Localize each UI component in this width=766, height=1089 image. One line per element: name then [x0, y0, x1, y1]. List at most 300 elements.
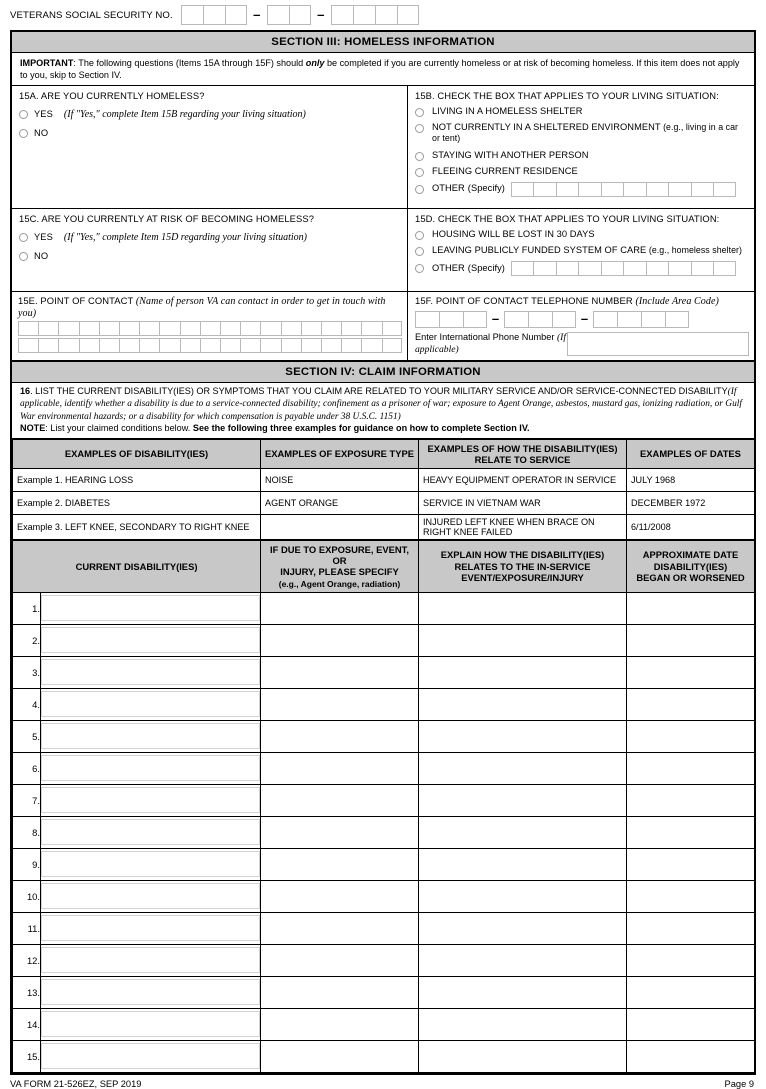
other-specify-char-box[interactable] — [533, 182, 556, 197]
claim-input-exposure-cell[interactable] — [261, 816, 419, 848]
claim-input-disability[interactable] — [41, 1011, 260, 1037]
poc-char-box[interactable] — [18, 338, 38, 353]
poc-char-box[interactable] — [139, 321, 159, 336]
claim-input-exposure-cell[interactable] — [261, 752, 419, 784]
ssn-char-box[interactable] — [331, 5, 353, 25]
poc-char-box[interactable] — [220, 338, 240, 353]
claim-input-explanation[interactable] — [419, 1009, 626, 1039]
claim-input-date-cell[interactable] — [627, 848, 755, 880]
claim-input-explanation[interactable] — [419, 881, 626, 911]
claim-header-date-l1: APPROXIMATE DATE — [642, 549, 739, 561]
ssn-char-box[interactable] — [353, 5, 375, 25]
important-note — [12, 53, 754, 86]
claim-input-exposure-cell[interactable] — [261, 848, 419, 880]
option-15b-2-label: STAYING WITH ANOTHER PERSON — [432, 149, 589, 160]
claim-table-row — [13, 1040, 755, 1072]
poc-char-box[interactable] — [139, 338, 159, 353]
radio-15a-yes[interactable] — [19, 109, 401, 120]
claim-input-date-cell[interactable] — [627, 784, 755, 816]
ssn-char-box[interactable] — [225, 5, 247, 25]
claim-input-disability-cell[interactable] — [41, 720, 261, 752]
other-specify-char-box[interactable] — [601, 261, 624, 276]
claim-input-date-cell[interactable] — [627, 656, 755, 688]
examples-header-dates: EXAMPLES OF DATES — [627, 439, 755, 468]
phone-char-box[interactable] — [617, 311, 641, 328]
option-15d-other[interactable] — [415, 261, 748, 276]
poc-char-box[interactable] — [58, 321, 78, 336]
poc-char-box[interactable] — [361, 321, 381, 336]
claim-row-number: 4. — [13, 688, 41, 720]
phone-char-box[interactable] — [439, 311, 463, 328]
claim-input-explanation-cell[interactable] — [419, 784, 627, 816]
claim-input-explanation-cell[interactable] — [419, 976, 627, 1008]
claim-input-explanation-cell[interactable] — [419, 880, 627, 912]
claim-input-exposure[interactable] — [261, 625, 418, 655]
claim-input-date[interactable] — [627, 849, 754, 879]
radio-circle-icon[interactable] — [415, 124, 424, 133]
ssn-char-box[interactable] — [203, 5, 225, 25]
radio-circle-icon[interactable] — [19, 110, 28, 119]
other-15b-input-boxes[interactable] — [511, 182, 736, 197]
phone-char-box[interactable] — [641, 311, 665, 328]
radio-circle-icon[interactable] — [19, 129, 28, 138]
claim-input-date[interactable] — [627, 1041, 754, 1071]
label-15f-main: 15F. POINT OF CONTACT TELEPHONE NUMBER — [415, 295, 636, 307]
claim-input-disability[interactable] — [41, 851, 260, 877]
claim-input-exposure[interactable] — [261, 689, 418, 719]
claim-input-disability-cell[interactable] — [41, 592, 261, 624]
other-specify-char-box[interactable] — [511, 182, 534, 197]
phone-input-row — [415, 309, 749, 329]
claim-input-exposure[interactable] — [261, 977, 418, 1007]
radio-circle-icon[interactable] — [19, 233, 28, 242]
claim-header-exposure-l2: INJURY, PLEASE SPECIFY — [280, 566, 399, 578]
ssn-char-box[interactable] — [181, 5, 203, 25]
claim-input-disability-cell[interactable] — [41, 688, 261, 720]
claim-row-number: 12. — [13, 944, 41, 976]
claim-input-explanation[interactable] — [419, 785, 626, 815]
claim-header-exposure — [261, 540, 419, 592]
claim-input-exposure-cell[interactable] — [261, 624, 419, 656]
claim-input-date[interactable] — [627, 945, 754, 975]
block-15b — [408, 86, 754, 208]
poc-char-box[interactable] — [119, 321, 139, 336]
claim-input-explanation-cell[interactable] — [419, 656, 627, 688]
ssn-group-2[interactable] — [267, 5, 311, 25]
claim-input-exposure[interactable] — [261, 785, 418, 815]
claim-input-explanation[interactable] — [419, 721, 626, 751]
claim-input-date-cell[interactable] — [627, 752, 755, 784]
claim-input-exposure[interactable] — [261, 1009, 418, 1039]
claim-row-number: 1. — [13, 592, 41, 624]
radio-circle-icon[interactable] — [415, 185, 424, 194]
claim-header-explain-l1: EXPLAIN HOW THE DISABILITY(IES) — [440, 549, 605, 561]
radio-15c-yes-label: YES — [34, 232, 53, 243]
claim-input-date[interactable] — [627, 785, 754, 815]
claim-input-explanation-cell[interactable] — [419, 1040, 627, 1072]
claim-input-exposure[interactable] — [261, 817, 418, 847]
claim-input-date-cell[interactable] — [627, 1040, 755, 1072]
ssn-group-3[interactable] — [331, 5, 419, 25]
other-specify-char-box[interactable] — [556, 182, 579, 197]
poc-char-box[interactable] — [79, 338, 99, 353]
claim-input-exposure[interactable] — [261, 945, 418, 975]
claim-input-date[interactable] — [627, 721, 754, 751]
poc-char-box[interactable] — [382, 338, 402, 353]
poc-name-row-1[interactable] — [18, 321, 402, 336]
examples-cell-exposure — [261, 514, 419, 539]
option-15b-other-label: OTHER — [432, 183, 465, 194]
ssn-label: VETERANS SOCIAL SECURITY NO. — [10, 9, 173, 21]
important-label: IMPORTANT — [20, 58, 74, 68]
label-15b: 15B. CHECK THE BOX THAT APPLIES TO YOUR LIVING SITUATION: — [415, 90, 719, 102]
claim-input-exposure-cell[interactable] — [261, 656, 419, 688]
claim-input-disability[interactable] — [41, 819, 260, 845]
claim-input-disability-cell[interactable] — [41, 912, 261, 944]
other-specify-char-box[interactable] — [578, 182, 601, 197]
other-specify-char-box[interactable] — [623, 261, 646, 276]
claim-input-disability-cell[interactable] — [41, 944, 261, 976]
phone-char-box[interactable] — [463, 311, 487, 328]
poc-char-box[interactable] — [281, 321, 301, 336]
claim-table-row — [13, 880, 755, 912]
claim-input-explanation[interactable] — [419, 753, 626, 783]
radio-15c-no[interactable] — [19, 251, 401, 261]
label-15e-main: 15E. POINT OF CONTACT — [18, 295, 136, 307]
claim-input-explanation[interactable] — [419, 849, 626, 879]
claim-input-exposure[interactable] — [261, 753, 418, 783]
claim-input-date[interactable] — [627, 657, 754, 687]
claim-input-exposure-cell[interactable] — [261, 784, 419, 816]
hint-15c: (If "Yes," complete Item 15D regarding your living situation) — [63, 232, 307, 244]
option-15d-0[interactable] — [415, 229, 748, 241]
claim-input-explanation[interactable] — [419, 657, 626, 687]
phone-char-box[interactable] — [528, 311, 552, 328]
claim-header-date — [627, 540, 755, 592]
option-15b-1-sub: (e.g., living in a car or tent) — [432, 121, 739, 144]
phone-char-box[interactable] — [504, 311, 528, 328]
poc-char-box[interactable] — [341, 338, 361, 353]
claim-input-exposure-cell[interactable] — [261, 592, 419, 624]
phone-char-box[interactable] — [415, 311, 439, 328]
claim-input-exposure-cell[interactable] — [261, 944, 419, 976]
examples-cell-disability: Example 2. DIABETES — [13, 491, 261, 514]
poc-char-box[interactable] — [321, 338, 341, 353]
claim-input-date-cell[interactable] — [627, 944, 755, 976]
poc-char-box[interactable] — [159, 338, 179, 353]
poc-char-box[interactable] — [99, 338, 119, 353]
examples-cell-date: 6/11/2008 — [627, 514, 755, 539]
ssn-char-box[interactable] — [289, 5, 311, 25]
block-15f — [408, 292, 754, 360]
claim-header-explain-l2: RELATES TO THE IN-SERVICE — [454, 560, 591, 572]
claim-input-explanation-cell[interactable] — [419, 720, 627, 752]
claim-input-disability[interactable] — [41, 1043, 260, 1069]
claim-input-disability-cell[interactable] — [41, 816, 261, 848]
option-15b-0[interactable] — [415, 106, 748, 118]
examples-cell-relation: SERVICE IN VIETNAM WAR — [419, 491, 627, 514]
option-15b-other[interactable] — [415, 182, 748, 197]
claim-input-exposure[interactable] — [261, 849, 418, 879]
claim-input-disability[interactable] — [41, 883, 260, 909]
claim-input-disability-cell[interactable] — [41, 976, 261, 1008]
claim-table-row — [13, 624, 755, 656]
other-specify-char-box[interactable] — [713, 261, 736, 276]
claim-input-explanation[interactable] — [419, 945, 626, 975]
important-text-2: be completed if you are currently homeless or at risk of becoming homeless. If this item does not apply to you, skip to Section IV. — [20, 58, 740, 81]
claim-input-explanation[interactable] — [419, 913, 626, 943]
claim-table-row — [13, 656, 755, 688]
claim-input-date[interactable] — [627, 593, 754, 623]
claim-input-date[interactable] — [627, 625, 754, 655]
claim-input-exposure-cell[interactable] — [261, 688, 419, 720]
radio-15a-no-label: NO — [34, 128, 49, 139]
claim-input-disability[interactable] — [41, 723, 260, 749]
claim-input-exposure-cell[interactable] — [261, 880, 419, 912]
claim-input-date-cell[interactable] — [627, 720, 755, 752]
claim-input-exposure-cell[interactable] — [261, 1040, 419, 1072]
other-specify-char-box[interactable] — [623, 182, 646, 197]
examples-header-disability: EXAMPLES OF DISABILITY(IES) — [13, 439, 261, 468]
claim-input-date[interactable] — [627, 753, 754, 783]
other-specify-char-box[interactable] — [691, 261, 714, 276]
radio-circle-icon[interactable] — [415, 264, 424, 273]
ssn-dash-2: – — [317, 7, 325, 22]
hint-15a: (If "Yes," complete Item 15B regarding your living situation) — [63, 109, 306, 121]
poc-char-box[interactable] — [301, 338, 321, 353]
option-15b-2[interactable] — [415, 150, 748, 162]
radio-15c-no-label: NO — [34, 251, 49, 262]
radio-circle-icon[interactable] — [19, 252, 28, 261]
claim-input-explanation-cell[interactable] — [419, 816, 627, 848]
other-specify-char-box[interactable] — [533, 261, 556, 276]
poc-char-box[interactable] — [260, 338, 280, 353]
claim-input-date-cell[interactable] — [627, 912, 755, 944]
claim-input-explanation-cell[interactable] — [419, 848, 627, 880]
claim-input-exposure-cell[interactable] — [261, 1008, 419, 1040]
claim-table-row — [13, 848, 755, 880]
options-15b — [415, 106, 748, 178]
claim-input-disability[interactable] — [41, 691, 260, 717]
radio-circle-icon[interactable] — [415, 152, 424, 161]
phone-group-3[interactable] — [593, 311, 689, 328]
row-15e-15f — [12, 292, 754, 361]
claim-input-disability-cell[interactable] — [41, 656, 261, 688]
radio-circle-icon[interactable] — [415, 247, 424, 256]
claim-input-date-cell[interactable] — [627, 1008, 755, 1040]
radio-circle-icon[interactable] — [415, 168, 424, 177]
claim-input-date-cell[interactable] — [627, 624, 755, 656]
option-15b-other-specify: (Specify) — [467, 183, 505, 194]
other-specify-char-box[interactable] — [511, 261, 534, 276]
claim-input-disability-cell[interactable] — [41, 784, 261, 816]
block-15c — [12, 209, 408, 291]
claim-input-exposure-cell[interactable] — [261, 720, 419, 752]
claim-input-disability[interactable] — [41, 627, 260, 653]
radio-15c-yes[interactable] — [19, 232, 401, 243]
poc-char-box[interactable] — [382, 321, 402, 336]
claim-input-exposure[interactable] — [261, 593, 418, 623]
claim-input-disability[interactable] — [41, 915, 260, 941]
claim-input-explanation-cell[interactable] — [419, 1008, 627, 1040]
claim-input-date[interactable] — [627, 1009, 754, 1039]
claim-input-explanation-cell[interactable] — [419, 592, 627, 624]
claim-row-number: 5. — [13, 720, 41, 752]
poc-char-box[interactable] — [99, 321, 119, 336]
claim-input-disability[interactable] — [41, 595, 260, 621]
claim-row-number: 3. — [13, 656, 41, 688]
international-phone-row — [415, 332, 749, 356]
claim-input-exposure[interactable] — [261, 881, 418, 911]
poc-char-box[interactable] — [38, 321, 58, 336]
claim-input-explanation[interactable] — [419, 977, 626, 1007]
claim-input-disability-cell[interactable] — [41, 880, 261, 912]
other-specify-char-box[interactable] — [713, 182, 736, 197]
other-specify-char-box[interactable] — [691, 182, 714, 197]
claim-table-row — [13, 784, 755, 816]
other-specify-char-box[interactable] — [578, 261, 601, 276]
phone-group-2[interactable] — [504, 311, 576, 328]
poc-name-row-2[interactable] — [18, 338, 402, 353]
note-bold: See the following three examples for guidance on how to complete Section IV. — [192, 422, 530, 433]
claim-input-explanation[interactable] — [419, 625, 626, 655]
radio-circle-icon[interactable] — [415, 108, 424, 117]
poc-char-box[interactable] — [180, 321, 200, 336]
ssn-row — [0, 0, 766, 30]
other-specify-char-box[interactable] — [646, 182, 669, 197]
claim-input-explanation-cell[interactable] — [419, 912, 627, 944]
claim-row-number: 8. — [13, 816, 41, 848]
block-15d — [408, 209, 754, 291]
page-number-label: Page 9 — [724, 1078, 754, 1089]
poc-char-box[interactable] — [159, 321, 179, 336]
claim-input-exposure-cell[interactable] — [261, 976, 419, 1008]
poc-char-box[interactable] — [200, 338, 220, 353]
ssn-char-box[interactable] — [375, 5, 397, 25]
poc-char-box[interactable] — [220, 321, 240, 336]
ssn-char-box[interactable] — [267, 5, 289, 25]
claim-input-explanation[interactable] — [419, 689, 626, 719]
other-specify-char-box[interactable] — [646, 261, 669, 276]
claim-input-date-cell[interactable] — [627, 816, 755, 848]
radio-circle-icon[interactable] — [415, 231, 424, 240]
item-16-text: . LIST THE CURRENT DISABILITY(IES) OR SYMPTOMS THAT YOU CLAIM ARE RELATED TO YOUR MILITARY SERVICE AND/OR SERVICE-CONNECTED DISABILITY — [30, 386, 728, 397]
claim-input-date-cell[interactable] — [627, 688, 755, 720]
claim-input-date-cell[interactable] — [627, 592, 755, 624]
claim-input-date-cell[interactable] — [627, 880, 755, 912]
claim-table-row — [13, 944, 755, 976]
phone-char-box[interactable] — [552, 311, 576, 328]
other-specify-char-box[interactable] — [668, 182, 691, 197]
ssn-char-box[interactable] — [397, 5, 419, 25]
option-15b-1[interactable] — [415, 122, 748, 145]
claim-input-exposure[interactable] — [261, 913, 418, 943]
radio-15a-no[interactable] — [19, 128, 401, 138]
examples-cell-date: DECEMBER 1972 — [627, 491, 755, 514]
intl-label-main: Enter International Phone Number — [415, 332, 557, 343]
option-15b-1-label: NOT CURRENTLY IN A SHELTERED ENVIRONMENT (e.g., living in a car or tent) — [432, 121, 739, 144]
poc-char-box[interactable] — [341, 321, 361, 336]
option-15d-1[interactable] — [415, 245, 748, 257]
claim-input-date-cell[interactable] — [627, 976, 755, 1008]
claim-input-date[interactable] — [627, 689, 754, 719]
claim-input-date[interactable] — [627, 913, 754, 943]
claim-input-explanation[interactable] — [419, 817, 626, 847]
claim-input-disability-cell[interactable] — [41, 752, 261, 784]
label-15a: 15A. ARE YOU CURRENTLY HOMELESS? — [19, 90, 205, 102]
claim-input-disability[interactable] — [41, 947, 260, 973]
phone-group-1[interactable] — [415, 311, 487, 328]
important-emphasis: only — [305, 58, 325, 68]
poc-char-box[interactable] — [18, 321, 38, 336]
examples-cell-relation: INJURED LEFT KNEE WHEN BRACE ON RIGHT KNEE FAILED — [419, 514, 627, 539]
option-15d-other-label: OTHER — [432, 262, 465, 273]
poc-char-box[interactable] — [180, 338, 200, 353]
option-15b-3[interactable] — [415, 166, 748, 178]
claim-input-disability[interactable] — [41, 979, 260, 1005]
claim-input-disability-cell[interactable] — [41, 624, 261, 656]
poc-char-box[interactable] — [260, 321, 280, 336]
claim-input-disability-cell[interactable] — [41, 848, 261, 880]
claim-input-exposure[interactable] — [261, 657, 418, 687]
international-phone-input[interactable] — [567, 332, 749, 356]
claim-row-number: 15. — [13, 1040, 41, 1072]
poc-char-box[interactable] — [58, 338, 78, 353]
claim-input-disability-cell[interactable] — [41, 1008, 261, 1040]
claim-input-date[interactable] — [627, 881, 754, 911]
poc-char-box[interactable] — [200, 321, 220, 336]
claim-input-explanation-cell[interactable] — [419, 944, 627, 976]
phone-dash-2: – — [580, 311, 589, 327]
claim-input-disability[interactable] — [41, 659, 260, 685]
poc-char-box[interactable] — [301, 321, 321, 336]
ssn-group-1[interactable] — [181, 5, 247, 25]
item-16-number: 16 — [20, 386, 31, 397]
poc-char-box[interactable] — [38, 338, 58, 353]
claim-input-date[interactable] — [627, 977, 754, 1007]
claim-input-explanation[interactable] — [419, 1041, 626, 1071]
claim-table-row — [13, 752, 755, 784]
claim-input-exposure[interactable] — [261, 721, 418, 751]
phone-char-box[interactable] — [665, 311, 689, 328]
claim-input-explanation-cell[interactable] — [419, 752, 627, 784]
claim-input-disability[interactable] — [41, 755, 260, 781]
poc-char-box[interactable] — [79, 321, 99, 336]
claim-input-explanation-cell[interactable] — [419, 688, 627, 720]
claim-input-disability[interactable] — [41, 787, 260, 813]
claim-input-explanation[interactable] — [419, 593, 626, 623]
claim-input-date[interactable] — [627, 817, 754, 847]
poc-char-box[interactable] — [240, 338, 260, 353]
claim-table-row — [13, 592, 755, 624]
poc-char-box[interactable] — [361, 338, 381, 353]
international-phone-label — [415, 332, 567, 355]
phone-char-box[interactable] — [593, 311, 617, 328]
poc-char-box[interactable] — [281, 338, 301, 353]
other-15d-input-boxes[interactable] — [511, 261, 736, 276]
claim-input-disability-cell[interactable] — [41, 1040, 261, 1072]
other-specify-char-box[interactable] — [601, 182, 624, 197]
poc-char-box[interactable] — [119, 338, 139, 353]
examples-table-row — [13, 468, 755, 491]
poc-char-box[interactable] — [240, 321, 260, 336]
claim-input-explanation-cell[interactable] — [419, 624, 627, 656]
claim-input-exposure[interactable] — [261, 1041, 418, 1071]
other-specify-char-box[interactable] — [668, 261, 691, 276]
claim-input-exposure-cell[interactable] — [261, 912, 419, 944]
poc-char-box[interactable] — [321, 321, 341, 336]
other-specify-char-box[interactable] — [556, 261, 579, 276]
